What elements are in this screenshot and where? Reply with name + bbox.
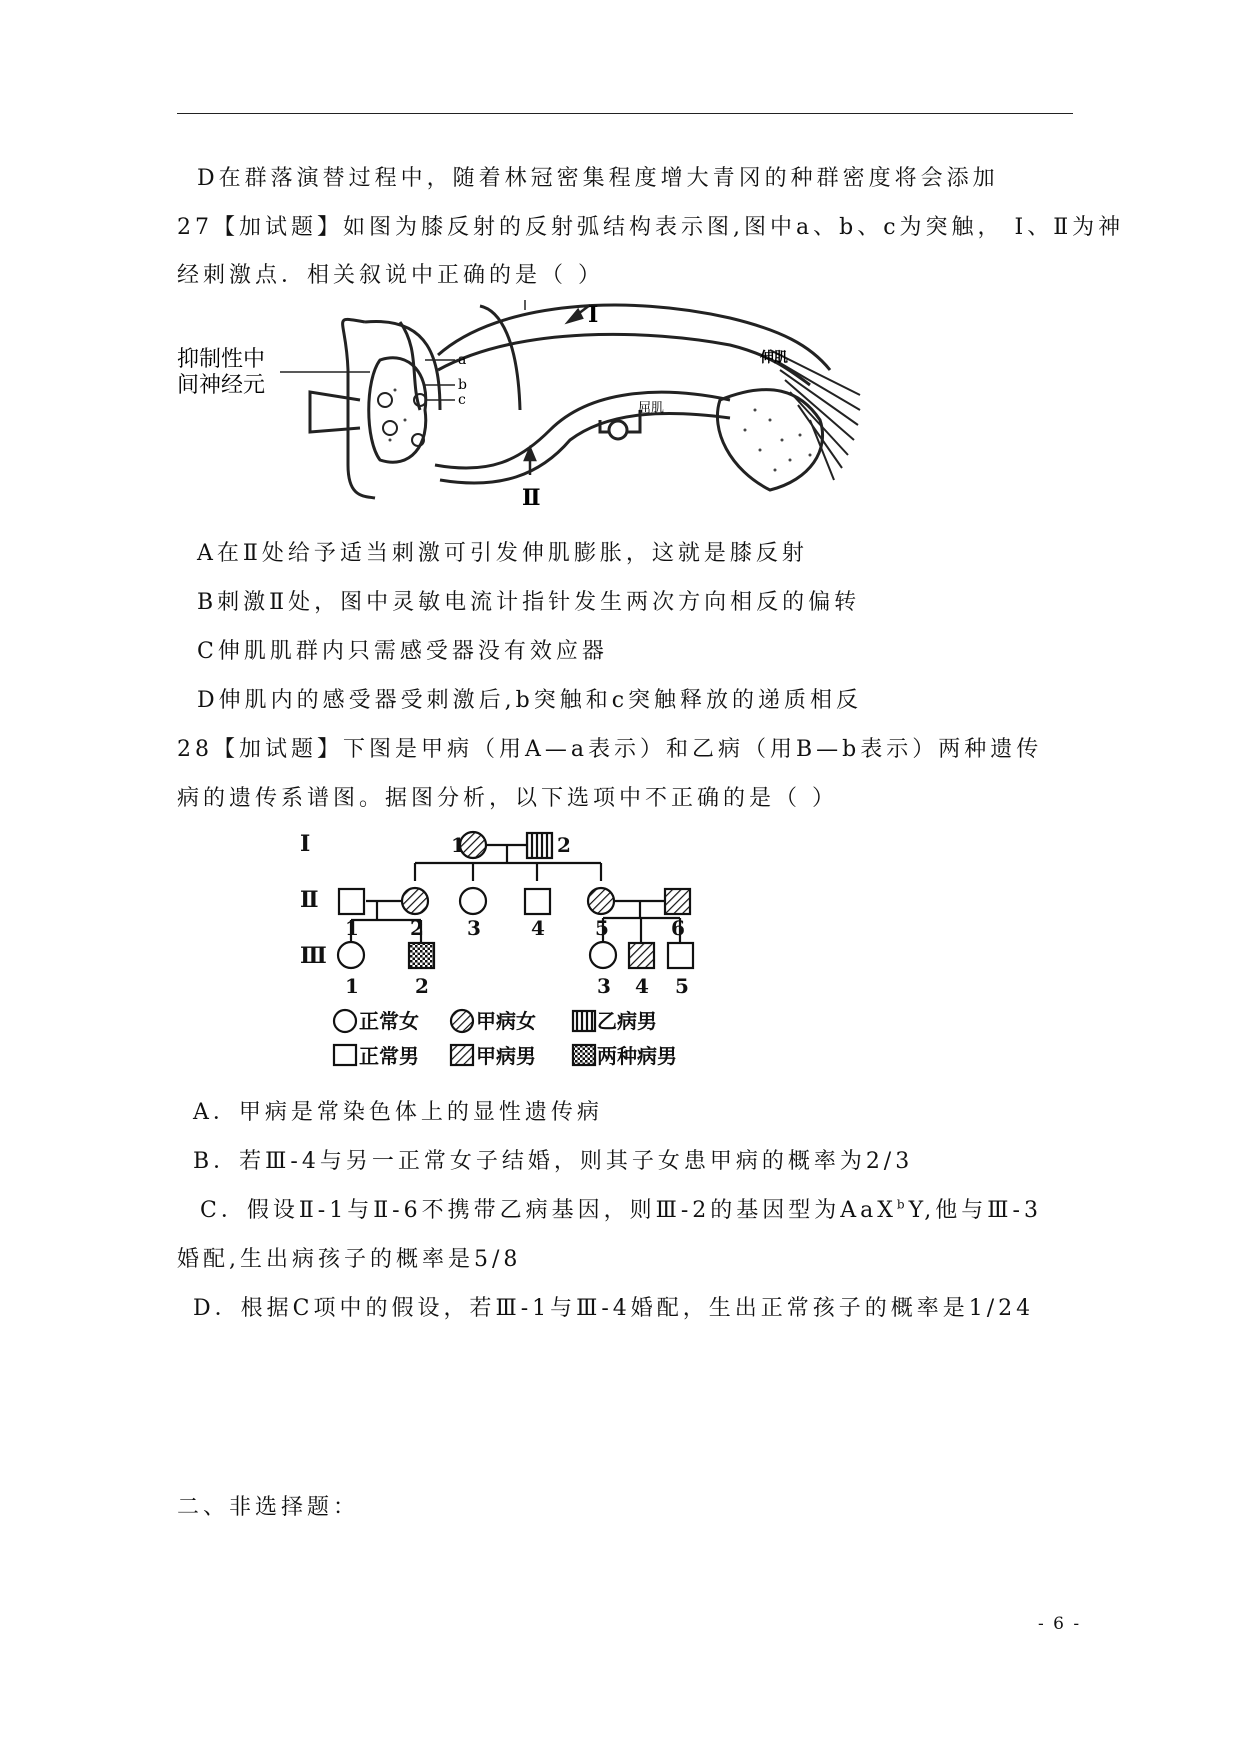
- pedigree-III-3: [590, 942, 616, 968]
- q28-option-c-sup: b: [896, 1197, 909, 1212]
- legend-a-male: 甲病男: [476, 1044, 536, 1068]
- q28-option-c-line1: [200, 1193, 1042, 1224]
- q27-option-a: A在Ⅱ处给予适当刺激可引发伸肌膨胀，这就是膝反射: [197, 541, 808, 566]
- q27-option-d: D伸肌内的感受器受刺激后,b突触和c突触释放的递质相反: [197, 688, 863, 713]
- legend-b-male: 乙病男: [597, 1009, 657, 1033]
- generation-II-label: Ⅱ: [300, 887, 319, 913]
- q28-option-b: B．若Ⅲ-4与另一正常女子结婚，则其子女患甲病的概率为2/3: [193, 1149, 914, 1174]
- q27-option-c: C伸肌肌群内只需感受器没有效应器: [197, 639, 608, 664]
- II-6-num: 6: [671, 916, 685, 940]
- generation-III-label: Ⅲ: [300, 943, 327, 969]
- prev-option-d: D在群落演替过程中，随着林冠密集程度增大青冈的种群密度将会添加: [197, 166, 999, 191]
- q28-option-a: A．甲病是常染色体上的显性遗传病: [193, 1100, 603, 1125]
- legend-normal-male: 正常男: [359, 1044, 419, 1068]
- q28-option-c-post: Y,他与Ⅲ-3: [908, 1198, 1042, 1223]
- synapse-a-label: a: [458, 352, 467, 368]
- pedigree-II-4: [525, 889, 550, 914]
- section-heading-nonchoice: 二、非选择题：: [177, 1495, 360, 1520]
- pedigree-II-3: [460, 888, 486, 914]
- stimulus-point-II-label: Ⅱ: [522, 485, 541, 511]
- I-1-num: 1: [451, 833, 465, 857]
- pedigree-II-6: [665, 889, 690, 914]
- legend-a-female-symbol: [451, 1010, 473, 1032]
- pedigree-III-1: [338, 942, 364, 968]
- III-2-num: 2: [415, 974, 429, 998]
- legend-a-male-symbol: [451, 1045, 473, 1065]
- III-5-num: 5: [675, 974, 689, 998]
- q28-option-c-line2: 婚配,生出病孩子的概率是5/8: [177, 1247, 522, 1272]
- legend-both-male-symbol: [573, 1045, 595, 1065]
- legend-both-male: 两种病男: [597, 1044, 677, 1068]
- II-5-num: 5: [595, 916, 609, 940]
- synapse-b-label: b: [458, 377, 467, 393]
- pedigree-II-1: [339, 889, 364, 914]
- pedigree-figure: [295, 825, 795, 1070]
- q28-option-d: D．根据C项中的假设，若Ⅲ-1与Ⅲ-4婚配，生出正常孩子的概率是1/24: [193, 1296, 1035, 1321]
- pedigree-II-5: [588, 888, 614, 914]
- q28-stem-line1: 28【加试题】下图是甲病（用A—a表示）和乙病（用B—b表示）两种遗传: [177, 737, 1043, 762]
- legend-normal-female-symbol: [334, 1010, 356, 1032]
- q28-option-c-pre: C．假设Ⅱ-1与Ⅱ-6不携带乙病基因，则Ⅲ-2的基因型为AaX: [200, 1198, 897, 1223]
- legend-normal-male-symbol: [334, 1045, 356, 1065]
- III-1-num: 1: [345, 974, 359, 998]
- q28-stem-line2: 病的遗传系谱图。据图分析，以下选项中不正确的是（ ）: [177, 786, 838, 811]
- pedigree-III-5: [668, 943, 693, 968]
- synapse-c-label: c: [458, 392, 466, 408]
- II-1-num: 1: [345, 916, 359, 940]
- q27-stem-line1: 27【加试题】如图为膝反射的反射弧结构表示图,图中a、b、c为突触， Ⅰ、Ⅱ为神: [177, 215, 1125, 240]
- flexor-label: 屈肌: [638, 401, 665, 416]
- pedigree-III-4: [629, 943, 654, 968]
- q27-option-b: B刺激Ⅱ处，图中灵敏电流计指针发生两次方向相反的偏转: [197, 590, 861, 615]
- II-4-num: 4: [531, 916, 545, 940]
- extensor-label: 伸肌: [760, 350, 788, 366]
- page-number: - 6 -: [1038, 1614, 1082, 1634]
- legend-a-female: 甲病女: [476, 1009, 536, 1033]
- I-2-num: 2: [557, 833, 571, 857]
- pedigree-I-2: [527, 833, 552, 858]
- pedigree-II-2: [402, 888, 428, 914]
- header-rule: [177, 113, 1073, 114]
- III-3-num: 3: [597, 974, 611, 998]
- interneuron-label-1: 抑制性中: [177, 347, 266, 372]
- legend-b-male-symbol: [573, 1011, 595, 1031]
- legend-normal-female: 正常女: [359, 1009, 419, 1033]
- II-2-num: 2: [410, 916, 424, 940]
- generation-I-label: Ⅰ: [300, 831, 311, 857]
- stimulus-point-I-label: Ⅰ: [588, 302, 599, 328]
- pedigree-III-2: [409, 943, 434, 968]
- interneuron-label-2: 间神经元: [177, 373, 266, 398]
- q27-stem-line2: 经刺激点．相关叙说中正确的是（ ）: [177, 263, 604, 288]
- II-3-num: 3: [467, 916, 481, 940]
- III-4-num: 4: [635, 974, 649, 998]
- reflex-arc-figure: [170, 300, 870, 520]
